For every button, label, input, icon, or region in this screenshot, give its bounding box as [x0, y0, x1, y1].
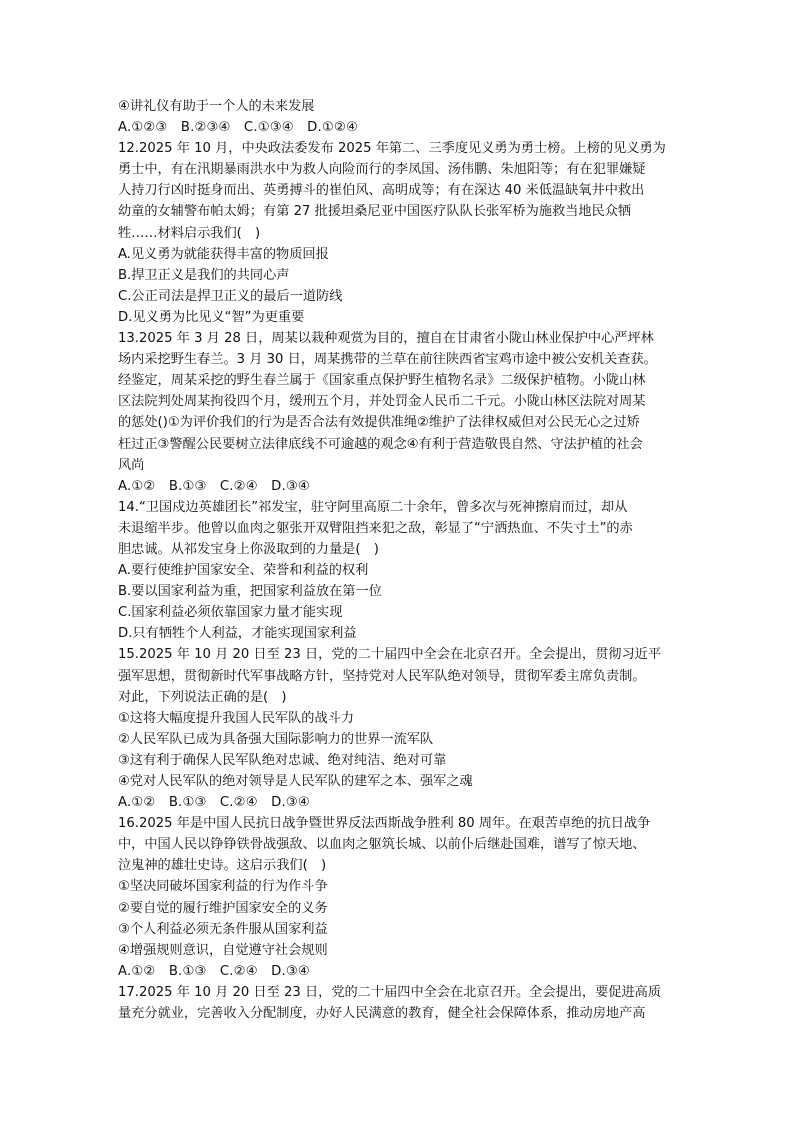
text-line: A.要行使维护国家安全、荣誉和利益的权利 — [118, 563, 369, 579]
text-line: C.国家利益必须依靠国家力量才能实现 — [118, 605, 343, 621]
text-line: C.公正司法是捍卫正义的最后一道防线 — [118, 288, 343, 304]
text-line: ②人民军队已成为具备强大国际影响力的世界一流军队 — [118, 731, 434, 747]
text-line: ③个人利益必须无条件服从国家利益 — [118, 921, 328, 937]
text-line: 经鉴定，周某采挖的野生春兰属于《国家重点保护野生植物名录》二级保护植物。小陇山林 — [118, 373, 646, 389]
document-page — [118, 96, 686, 1024]
text-line: 的惩处()①为评价我们的行为是否合法有效提供准绳②维护了法律权威但对公民无心之过矫 — [118, 415, 640, 431]
text-line: A.①② B.①③ C.②④ D.③④ — [118, 963, 310, 979]
text-line: 幼童的女辅警布帕太姆；有第 27 批援坦桑尼亚中国医疗队队长张军桥为施救当地民众牺 — [118, 204, 632, 220]
text-line: ④增强规则意识，自觉遵守社会规则 — [118, 942, 328, 958]
text-line: 人持刀行凶时挺身而出、英勇搏斗的崔伯风、高明成等；有在深达 40 米低温缺氧井中救出 — [118, 183, 645, 199]
text-line: 勇士中，有在汛期暴雨洪水中为救人向险而行的李凤国、汤伟鹏、朱旭阳等；有在犯罪嫌疑 — [118, 162, 646, 178]
text-line: A.见义勇为就能获得丰富的物质回报 — [118, 246, 329, 262]
text-line: ①坚决同破坏国家利益的行为作斗争 — [118, 879, 328, 895]
text-line: ④讲礼仪有助于一个人的未来发展 — [118, 99, 315, 114]
text-line: 中，中国人民以铮铮铁骨战强敌、以血肉之躯筑长城、以前仆后继赴国难，谱写了惊天地、 — [118, 837, 646, 853]
text-line: A.①② B.①③ C.②④ D.③④ — [118, 478, 310, 494]
text-line: 17.2025 年 10 月 20 日至 23 日，党的二十届四中全会在北京召开。全会提出，要促进高质 — [118, 984, 662, 1000]
text-line: A.①② B.①③ C.②④ D.③④ — [118, 795, 310, 811]
text-line: 量充分就业，完善收入分配制度，办好人民满意的教育，健全社会保障体系，推动房地产高 — [118, 1006, 646, 1022]
text-line: 区法院判处周某拘役四个月，缓刑五个月，并处罚金人民币二千元。小陇山林区法院对周某 — [118, 394, 646, 410]
text-line: 胆忠诚。从祁发宝身上你汲取到的力量是( ) — [118, 541, 379, 557]
text-line: B.要以国家利益为重，把国家利益放在第一位 — [118, 584, 382, 600]
text-line: ①这将大幅度提升我国人民军队的战斗力 — [118, 710, 355, 726]
text-line: ②要自觉的履行维护国家安全的义务 — [118, 900, 328, 916]
text-line: 牲……材料启示我们( ) — [118, 225, 261, 241]
text-line: D.见义勇为比见义“智”为更重要 — [118, 309, 305, 325]
text-line: 未退缩半步。他曾以血肉之躯张开双臂阻挡来犯之敌，彰显了“宁洒热血、不失寸土”的赤 — [118, 520, 633, 536]
text-line: 泣鬼神的雄壮史诗。这启示我们( ) — [118, 858, 327, 874]
text-line: 场内采挖野生春兰。3 月 30 日，周某携带的兰草在前往陕西省宝鸡市途中被公安机关查获。 — [118, 352, 657, 368]
text-line: ④党对人民军队的绝对领导是人民军队的建军之本、强军之魂 — [118, 774, 473, 789]
text-line: 14.“卫国戍边英雄团长”祁发宝，驻守阿里高原二十余年，曾多次与死神擦肩而过，却从 — [118, 499, 628, 515]
text-line: 12.2025 年 10 月，中央政法委发布 2025 年第二、三季度见义勇为勇士榜。上榜的见义勇为 — [118, 141, 666, 157]
text-line: ③这有利于确保人民军队绝对忠诚、绝对纯洁、绝对可靠 — [118, 752, 447, 768]
text-line: 13.2025 年 3 月 28 日，周某以栽种观赏为目的，擅自在甘肃省小陇山林业保护中心严坪林 — [118, 331, 654, 347]
text-line: 对此，下列说法正确的是( ) — [118, 689, 287, 705]
text-line: 强军思想，贯彻新时代军事战略方针，坚持党对人民军队绝对领导，贯彻军委主席负责制。 — [118, 668, 646, 684]
text-line: B.捍卫正义是我们的共同心声 — [118, 267, 290, 283]
text-line: 风尚 — [118, 457, 145, 473]
text-line: 15.2025 年 10 月 20 日至 23 日，党的二十届四中全会在北京召开。全会提出，贯彻习近平 — [118, 647, 662, 663]
text-line: A.①②③ B.②③④ C.①③④ D.①②④ — [118, 120, 358, 136]
text-line: 枉过正③警醒公民要树立法律底线不可逾越的观念④有利于营造敬畏自然、守法护植的社会 — [118, 436, 643, 452]
text-line: 16.2025 年是中国人民抗日战争暨世界反法西斯战争胜利 80 周年。在艰苦卓绝的抗日战争 — [118, 816, 651, 832]
text-line: D.只有牺牲个人利益，才能实现国家利益 — [118, 626, 357, 642]
